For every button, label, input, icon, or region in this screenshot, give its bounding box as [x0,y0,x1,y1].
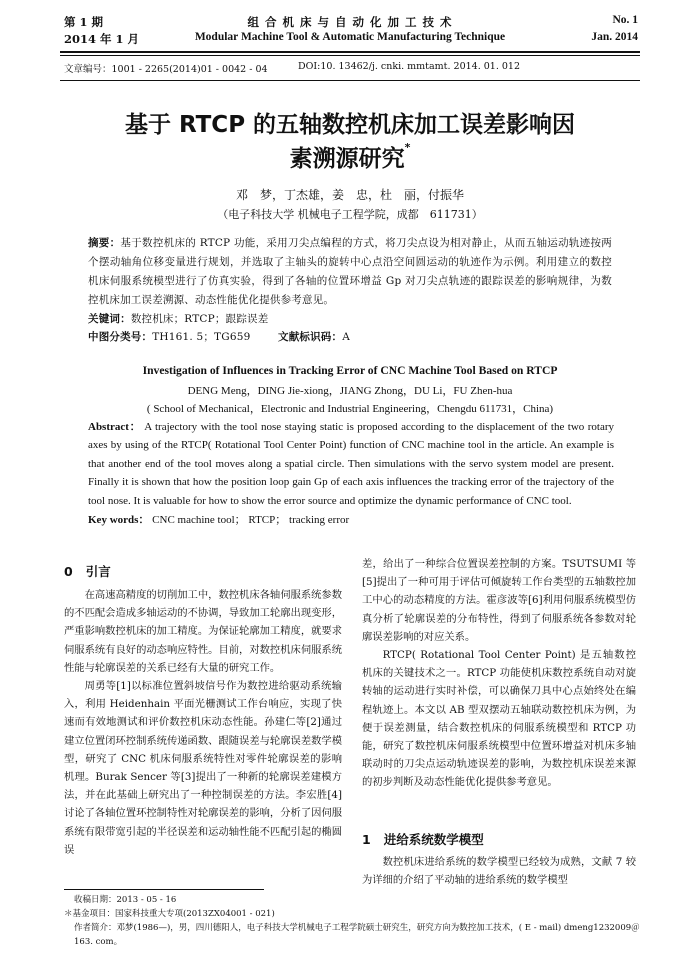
affiliation-cn: （电子科技大学 机械电子工程学院，成都 611731） [217,208,483,221]
authors-en: DENG Meng，DING Jie-xiong，JIANG Zhong，DU Li，FU Zhen-hua [187,385,513,397]
title-footnote-mark: * [404,141,411,154]
abstract-en [88,418,614,510]
keywords-cn-text: 数控机床；RTCP；跟踪误差 [130,313,269,325]
header-journal-en: Modular Machine Tool & Automatic Manufacturing Technique [194,31,506,43]
affiliation-en: ( School of Mechanical，Electronic and Industrial Engineering，Chengdu 611731，China) [146,403,554,415]
section-1-title: 进给系统数学模型 [383,832,484,847]
title-cn-line2 [0,140,700,173]
left-paragraph-1: 在高速高精度的切削加工中，数控机床各轴伺服系统参数的不匹配会造成多轴运动的不协调，导致加工轮廓出现变形，严重影响数控机床的加工精度。为保证轮廓加工精度，就要求伺服系统有良好的动态响应特性。目前，对数控机床伺服系统性能与轮廓误差的关系已经有大量的研究工作。 [64,589,343,674]
abstract-en-label: Abstract： [88,421,142,433]
keywords-en-label: Key words： [88,514,150,526]
right-paragraph-1: 差，给出了一种综合位置误差控制的方案。TSUTSUMI 等[5]提出了一种可用于评估可倾旋转工作台类型的五轴数控加工中心的动态精度的方法。霍彦波等[6]利用伺服系统模型仿真分析了轮廓误差的分布特性，得到了伺服系统各参数对轮廓误差影响的对应关系。 [362,558,636,643]
keywords-cn [88,310,268,329]
title-en: Investigation of Influences in Tracking Error of CNC Machine Tool Based on RTCP [142,364,558,377]
article-number: 文章编号：1001 - 2265(2014)01 - 0042 - 04 [64,64,268,75]
right-column-cont [362,853,636,889]
abstract-en-text: A trajectory with the tool nose staying static is proposed according to the displacement of the two rotary axes by using of the RTCP( Rotational Tool Center Point) function of CNC machine tool in the article. An example is that another end of the tool moves along a spatial circle. Then simulations with the servo system model are present. Finally it is shown that how the position loop gain Gp of each axis influences the tracking error of the trajectory of the tool nose. It is valuable for how to show the error source and optimize the dynamic performance of CNC tool. [88,421,614,507]
header-issue-cn: 第 1 期 [64,15,104,29]
footnote-fund: ＊基金项目：国家科技重大专项(2013ZX04001 - 021) [64,909,275,919]
abstract-cn-text: 基于数控机床的 RTCP 功能，采用刀尖点编程的方式，将刀尖点设为相对静止，从而五轴运动轨迹按两个摆动轴角位移变量进行规划，并选取了主轴头的旋转中心点沿空间圆运动的轨迹作为示例。利用建立的数控机床伺服系统模型进行了仿真实验，得到了各轴的位置环增益 Gp 对刀尖点轨迹的跟踪误差的影响规律，为数控机床加工误差溯源、动态性能优化提供参考意见。 [88,237,612,306]
keywords-en-text: CNC machine tool； RTCP； tracking error [152,514,350,526]
authors-cn: 邓 梦，丁杰雄，姜 忠，杜 丽，付振华 [235,188,464,202]
title-cn-line1: 基于 RTCP 的五轴数控机床加工误差影响因 [124,112,576,138]
title-cn-line2-text: 素溯源研究 [289,146,405,172]
section-1-heading [362,830,484,848]
clc-label: 中图分类号： [88,331,153,343]
header-journal-cn: 组 合 机 床 与 自 动 化 加 工 技 术 [247,15,453,29]
footnote-received: 收稿日期：2013 - 05 - 16 [74,895,177,905]
section-1-number: 1 [362,832,371,847]
keywords-cn-label: 关键词： [88,313,131,325]
footnotes [64,893,640,949]
header-rule-thin [60,55,640,56]
clc-code [88,328,251,347]
left-column [64,586,342,859]
header-issue-en: No. 1 [612,14,638,26]
right-paragraph-3: 数控机床进给系统的数学模型已经较为成熟，文献 7 较为详细的介绍了平动轴的进给系统的数学模型 [362,856,636,887]
footnote-author: 作者简介：邓梦(1986—)，男，四川德阳人，电子科技大学机械电子工程学院硕士研究生，研究方向为数控加工技术，( E - mail) dmeng1232009＠163. com。 [74,923,640,947]
abstract-cn [88,234,612,310]
header-date-en: Jan. 2014 [591,31,638,43]
section-0-number: 0 [64,564,73,579]
header-rule-thick [60,51,640,53]
right-column [362,555,636,792]
doc-label: 文献标识码： [278,331,343,343]
footnote-rule [64,889,264,890]
doc-code [278,328,350,347]
section-0-heading [64,562,111,580]
keywords-en [88,511,349,527]
header-date-cn: 2014 年 1 月 [64,32,140,46]
abstract-cn-label: 摘要： [88,237,121,249]
left-paragraph-2: 周勇等[1]以标准位置斜坡信号作为数控进给驱动系统输入，利用 Heidenhain 平面光栅测试工作台响应，实现了快速而有效地测试和评价数控机床动态性能。孙建仁等[2]通过建立位置闭环控制系统传递函数、跟随误差与轮廓误差数学模型，研究了 CNC 机床伺服系统特性对零件轮廓误差的影响机理。Burak Sencer 等[3]提出了一种新的轮廓误差建模方法，并在此基础上研究出了一种控制误差的方法。李宏胜[4]讨论了各轴位置环控制特性对轮廓误差的影响，分析了因伺服系统有限带宽引起的半径误差和运动轴性能不匹配引起的椭圆误 [64,680,343,856]
doc-value: A [342,331,350,343]
right-paragraph-2: RTCP( Rotational Tool Center Point) 是五轴数控机床的关键技术之一。RTCP 功能使机床数控系统自动对旋转轴的运动进行实时补偿，可以确保刀具中心点始终处在编程轨迹上。本文以 AB 型双摆动五轴联动数控机床为例，为便于误差测量，结合数控机床的伺服系统模型和 RTCP 功能，研究了数控机床伺服系统模型中位置环增益对机床多轴联动时的刀尖点运动轨迹误差的影响，为数控机床误差来源的初步判断及动态性能优化提供参考意见。 [362,649,636,789]
section-0-title: 引言 [85,564,111,579]
meta-rule [60,80,640,81]
clc-value: TH161. 5；TG659 [152,331,251,343]
doi: DOI:10. 13462/j. cnki. mmtamt. 2014. 01. 012 [298,61,521,72]
